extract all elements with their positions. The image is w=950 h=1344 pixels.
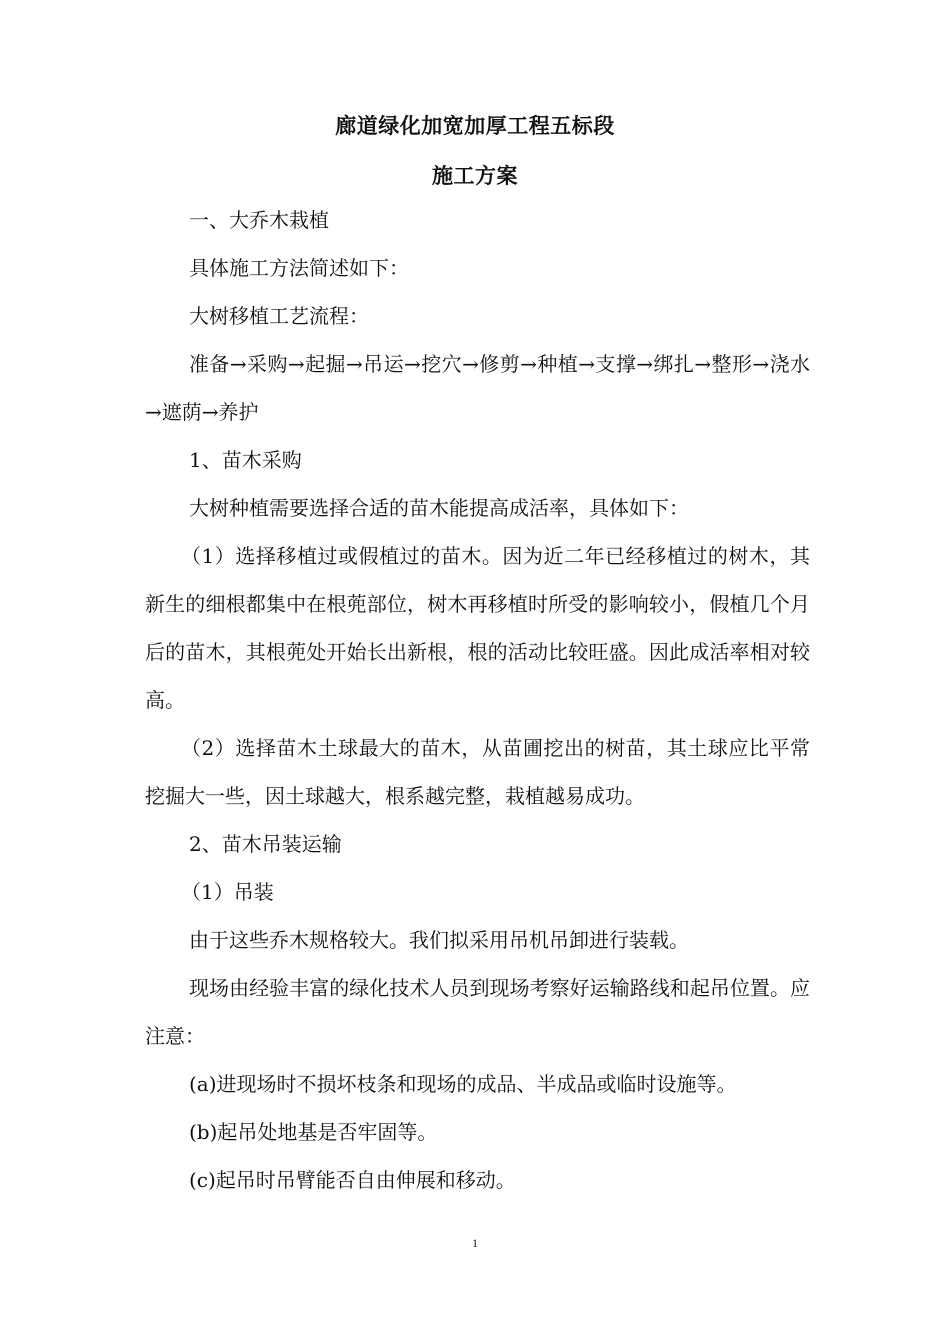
document-subtitle: 施工方案 <box>432 164 518 188</box>
paragraph: 具体施工方法简述如下： <box>189 256 409 280</box>
list-item: (b)起吊处地基是否牢固等。 <box>189 1120 438 1144</box>
paragraph: 现场由经验丰富的绿化技术人员到现场考察好运输路线和起吊位置。应注意： <box>145 976 810 1048</box>
subsection-heading: 2、苗木吊装运输 <box>189 832 342 856</box>
list-item: (a)进现场时不损坏枝条和现场的成品、半成品或临时设施等。 <box>189 1072 737 1096</box>
paragraph: 大树移植工艺流程： <box>189 304 369 328</box>
paragraph: 大树种植需要选择合适的苗木能提高成活率，具体如下： <box>189 496 689 520</box>
page-number: 1 <box>472 1236 478 1250</box>
document-title: 廊道绿化加宽加厚工程五标段 <box>335 114 615 138</box>
list-heading: （1）吊装 <box>181 880 274 904</box>
section-heading: 一、大乔木栽植 <box>189 208 329 232</box>
paragraph: （1）选择移植过或假植过的苗木。因为近二年已经移植过的树木，其新生的细根都集中在根蔸部位，树木再移植时所受的影响较小，假植几个月后的苗木，其根蔸处开始长出新根，根的活动比较旺盛。因此成活率相对较高。 <box>145 544 810 712</box>
list-item: (c)起吊时吊臂能否自由伸展和移动。 <box>189 1168 516 1192</box>
paragraph: 由于这些乔木规格较大。我们拟采用吊机吊卸进行装载。 <box>189 928 689 952</box>
paragraph: （2）选择苗木土球最大的苗木，从苗圃挖出的树苗，其土球应比平常挖掘大一些，因土球越大，根系越完整，栽植越易成功。 <box>145 736 810 808</box>
subsection-heading: 1、苗木采购 <box>189 448 302 472</box>
process-flow: 准备→采购→起掘→吊运→挖穴→修剪→种植→支撑→绑扎→整形→浇水→遮荫→养护 <box>145 352 810 424</box>
